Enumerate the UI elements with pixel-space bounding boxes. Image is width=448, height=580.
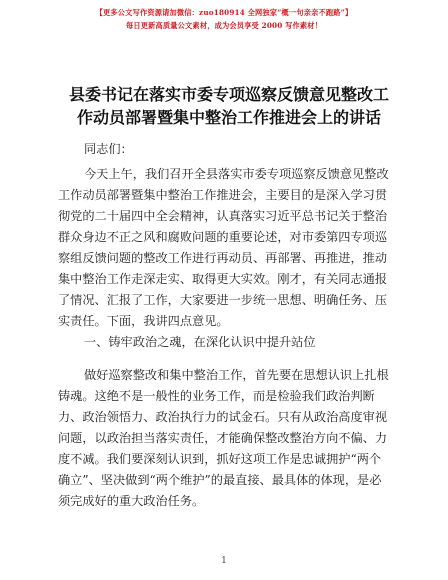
paragraph-2-line: 问题，以政治担当落实责任，才能确保整改整治方向不偏、力 [58, 431, 388, 445]
paragraph-1-line: 工作动员部署暨集中整治工作推进会，主要目的是深入学习贯 [58, 188, 388, 202]
paragraph-2-line: 确立”、坚决做到“两个维护”的最直接、最具体的体现，是必 [58, 473, 382, 487]
page-number: 1 [221, 556, 227, 566]
promo-banner-line-1: 【更多公文写作资源请加微信：zuo180914 全网独家“概一句亲亲不跑路”】 [95, 8, 353, 17]
paragraph-1-line: 彻党的二十届四中全会精神，认真落实习近平总书记关于整治 [58, 209, 388, 223]
paragraph-2-line: 做好巡察整改和集中整治工作，首先要在思想认识上扎根 [84, 368, 389, 382]
salutation: 同志们： [84, 142, 133, 156]
paragraph-2-line: 力、政治领悟力、政治执行力的试金石。只有从政治高度审视 [58, 410, 388, 424]
paragraph-2-line: 铸魂。这绝不是一般性的业务工作，而是检验我们政治判断 [58, 389, 375, 403]
paragraph-1-line: 实责任。下面，我讲四点意见。 [58, 314, 229, 328]
promo-banner-line-2: 每日更新高质量公文素材，成为会员享受 2000 写作素材！ [125, 21, 323, 30]
paragraph-2-line: 须完成好的重大政治任务。 [58, 494, 205, 508]
paragraph-1-line: 察组反馈问题的整改工作进行再动员、再部署、再推进，推动 [58, 251, 388, 265]
paragraph-1-line: 今天上午，我们召开全县落实市委专项巡察反馈意见整改 [84, 167, 389, 181]
paragraph-1-line: 了情况、汇报了工作，大家要进一步统一思想、明确任务、压 [58, 293, 388, 307]
section-heading-1: 一、铸牢政治之魂，在深化认识中提升站位 [84, 335, 316, 349]
document-title-line-1: 县委书记在落实市委专项巡察反馈意见整改工 [68, 85, 389, 104]
paragraph-2-line: 度不减。我们要深刻认识到，抓好这项工作是忠诚拥护“两个 [58, 452, 382, 466]
paragraph-1-line: 集中整治工作走深走实、取得更大实效。刚才，有关同志通报 [58, 272, 388, 286]
paragraph-1-line: 群众身边不正之风和腐败问题的重要论述，对市委第四专项巡 [58, 230, 388, 244]
document-title-line-2: 作动员部署暨集中整治工作推进会上的讲话 [76, 108, 381, 127]
